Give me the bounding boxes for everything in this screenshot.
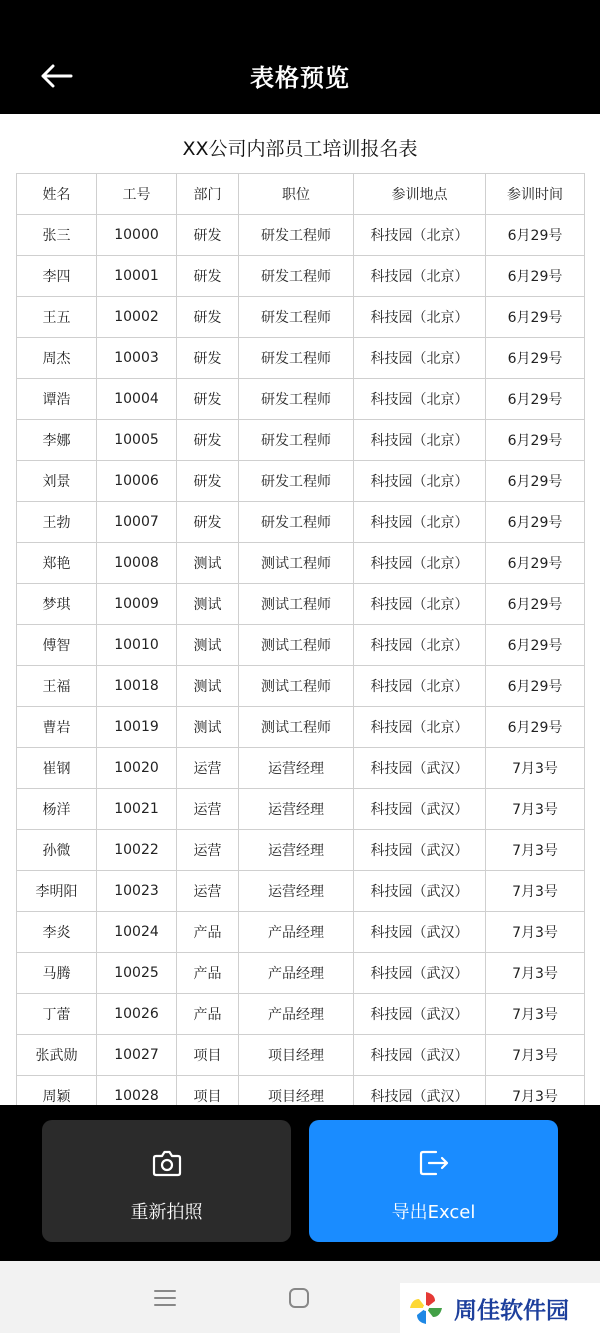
column-header-employee-id: 工号 xyxy=(97,174,177,215)
cell-name: 王福 xyxy=(17,666,97,707)
cell-department: 研发 xyxy=(177,461,239,502)
cell-department: 研发 xyxy=(177,379,239,420)
cell-training-location: 科技园（北京） xyxy=(354,625,486,666)
cell-position: 运营经理 xyxy=(239,830,354,871)
recent-apps-button[interactable] xyxy=(151,1284,179,1312)
cell-name: 王五 xyxy=(17,297,97,338)
table-row xyxy=(17,748,585,789)
cell-training-date: 6月29号 xyxy=(486,707,585,748)
cell-training-date: 6月29号 xyxy=(486,543,585,584)
cell-training-location: 科技园（武汉） xyxy=(354,912,486,953)
table-row xyxy=(17,379,585,420)
cell-position: 研发工程师 xyxy=(239,461,354,502)
cell-name: 李娜 xyxy=(17,420,97,461)
cell-name: 崔钢 xyxy=(17,748,97,789)
cell-training-date: 7月3号 xyxy=(486,1076,585,1106)
cell-training-location: 科技园（武汉） xyxy=(354,871,486,912)
cell-training-date: 6月29号 xyxy=(486,461,585,502)
cell-training-date: 6月29号 xyxy=(486,420,585,461)
cell-training-date: 7月3号 xyxy=(486,994,585,1035)
menu-icon xyxy=(153,1288,177,1308)
cell-department: 测试 xyxy=(177,666,239,707)
watermark xyxy=(400,1283,600,1333)
cell-position: 测试工程师 xyxy=(239,543,354,584)
table-row xyxy=(17,625,585,666)
cell-training-location: 科技园（北京） xyxy=(354,215,486,256)
cell-department: 测试 xyxy=(177,584,239,625)
cell-employee-id: 10001 xyxy=(97,256,177,297)
cell-employee-id: 10008 xyxy=(97,543,177,584)
cell-name: 梦琪 xyxy=(17,584,97,625)
cell-training-date: 6月29号 xyxy=(486,256,585,297)
cell-name: 谭浩 xyxy=(17,379,97,420)
cell-employee-id: 10022 xyxy=(97,830,177,871)
cell-name: 马腾 xyxy=(17,953,97,994)
cell-employee-id: 10009 xyxy=(97,584,177,625)
cell-training-location: 科技园（北京） xyxy=(354,502,486,543)
cell-position: 产品经理 xyxy=(239,994,354,1035)
cell-training-location: 科技园（武汉） xyxy=(354,1076,486,1106)
cell-training-location: 科技园（北京） xyxy=(354,707,486,748)
cell-department: 测试 xyxy=(177,543,239,584)
cell-name: 张武勋 xyxy=(17,1035,97,1076)
cell-name: 李四 xyxy=(17,256,97,297)
retake-photo-button[interactable] xyxy=(42,1120,291,1242)
table-row xyxy=(17,912,585,953)
table-row xyxy=(17,789,585,830)
table-row xyxy=(17,666,585,707)
camera-icon xyxy=(151,1148,183,1178)
cell-training-date: 6月29号 xyxy=(486,584,585,625)
cell-name: 李明阳 xyxy=(17,871,97,912)
column-header-training-date: 参训时间 xyxy=(486,174,585,215)
cell-position: 研发工程师 xyxy=(239,297,354,338)
cell-employee-id: 10007 xyxy=(97,502,177,543)
cell-name: 王勃 xyxy=(17,502,97,543)
cell-position: 研发工程师 xyxy=(239,215,354,256)
cell-position: 研发工程师 xyxy=(239,502,354,543)
cell-position: 产品经理 xyxy=(239,953,354,994)
cell-department: 产品 xyxy=(177,912,239,953)
cell-training-location: 科技园（武汉） xyxy=(354,748,486,789)
cell-position: 测试工程师 xyxy=(239,707,354,748)
cell-department: 测试 xyxy=(177,625,239,666)
registration-table xyxy=(16,173,585,1105)
table-row xyxy=(17,584,585,625)
cell-training-date: 6月29号 xyxy=(486,666,585,707)
cell-name: 张三 xyxy=(17,215,97,256)
cell-training-location: 科技园（北京） xyxy=(354,584,486,625)
cell-training-location: 科技园（武汉） xyxy=(354,953,486,994)
table-row xyxy=(17,1076,585,1106)
export-excel-label: 导出Excel xyxy=(391,1202,476,1223)
column-header-name: 姓名 xyxy=(17,174,97,215)
table-row xyxy=(17,502,585,543)
table-row xyxy=(17,830,585,871)
table-row xyxy=(17,1035,585,1076)
cell-department: 研发 xyxy=(177,502,239,543)
cell-position: 研发工程师 xyxy=(239,338,354,379)
cell-position: 项目经理 xyxy=(239,1076,354,1106)
cell-position: 测试工程师 xyxy=(239,666,354,707)
bottom-action-bar xyxy=(0,1105,600,1261)
table-row xyxy=(17,420,585,461)
cell-training-date: 7月3号 xyxy=(486,912,585,953)
table-row xyxy=(17,461,585,502)
table-preview-area[interactable] xyxy=(0,114,600,1105)
cell-training-date: 7月3号 xyxy=(486,789,585,830)
cell-training-date: 6月29号 xyxy=(486,379,585,420)
cell-employee-id: 10000 xyxy=(97,215,177,256)
cell-position: 研发工程师 xyxy=(239,256,354,297)
cell-employee-id: 10005 xyxy=(97,420,177,461)
cell-employee-id: 10028 xyxy=(97,1076,177,1106)
cell-training-date: 6月29号 xyxy=(486,338,585,379)
cell-employee-id: 10026 xyxy=(97,994,177,1035)
cell-training-location: 科技园（北京） xyxy=(354,461,486,502)
cell-name: 傅智 xyxy=(17,625,97,666)
cell-position: 运营经理 xyxy=(239,789,354,830)
table-row xyxy=(17,215,585,256)
cell-position: 测试工程师 xyxy=(239,625,354,666)
cell-employee-id: 10020 xyxy=(97,748,177,789)
cell-employee-id: 10019 xyxy=(97,707,177,748)
page-title: 表格预览 xyxy=(250,64,350,92)
cell-employee-id: 10018 xyxy=(97,666,177,707)
cell-position: 项目经理 xyxy=(239,1035,354,1076)
cell-position: 运营经理 xyxy=(239,871,354,912)
cell-employee-id: 10006 xyxy=(97,461,177,502)
column-header-position: 职位 xyxy=(239,174,354,215)
cell-employee-id: 10003 xyxy=(97,338,177,379)
cell-employee-id: 10027 xyxy=(97,1035,177,1076)
table-row xyxy=(17,297,585,338)
home-button[interactable] xyxy=(285,1284,313,1312)
cell-employee-id: 10025 xyxy=(97,953,177,994)
cell-department: 研发 xyxy=(177,297,239,338)
cell-name: 周杰 xyxy=(17,338,97,379)
table-title: XX公司内部员工培训报名表 xyxy=(182,138,418,160)
table-row xyxy=(17,994,585,1035)
cell-training-location: 科技园（武汉） xyxy=(354,994,486,1035)
cell-department: 项目 xyxy=(177,1076,239,1106)
cell-position: 测试工程师 xyxy=(239,584,354,625)
cell-training-location: 科技园（北京） xyxy=(354,543,486,584)
cell-training-date: 7月3号 xyxy=(486,953,585,994)
cell-training-location: 科技园（北京） xyxy=(354,256,486,297)
pinwheel-logo-icon xyxy=(406,1288,446,1328)
cell-employee-id: 10024 xyxy=(97,912,177,953)
retake-photo-label: 重新拍照 xyxy=(130,1202,203,1223)
cell-department: 研发 xyxy=(177,338,239,379)
cell-position: 研发工程师 xyxy=(239,379,354,420)
table-header-row xyxy=(17,174,585,215)
cell-name: 李炎 xyxy=(17,912,97,953)
cell-department: 产品 xyxy=(177,953,239,994)
export-excel-button[interactable] xyxy=(309,1120,558,1242)
cell-name: 丁蕾 xyxy=(17,994,97,1035)
cell-employee-id: 10021 xyxy=(97,789,177,830)
cell-training-location: 科技园（北京） xyxy=(354,420,486,461)
table-row xyxy=(17,871,585,912)
cell-employee-id: 10023 xyxy=(97,871,177,912)
cell-name: 郑艳 xyxy=(17,543,97,584)
cell-name: 曹岩 xyxy=(17,707,97,748)
cell-training-location: 科技园（武汉） xyxy=(354,1035,486,1076)
cell-department: 项目 xyxy=(177,1035,239,1076)
cell-training-date: 7月3号 xyxy=(486,748,585,789)
cell-training-location: 科技园（武汉） xyxy=(354,830,486,871)
cell-training-location: 科技园（北京） xyxy=(354,379,486,420)
cell-department: 运营 xyxy=(177,830,239,871)
export-icon xyxy=(417,1148,451,1178)
cell-position: 产品经理 xyxy=(239,912,354,953)
column-header-department: 部门 xyxy=(177,174,239,215)
watermark-text: 周佳软件园 xyxy=(454,1297,569,1324)
cell-employee-id: 10010 xyxy=(97,625,177,666)
cell-name: 周颖 xyxy=(17,1076,97,1106)
cell-training-date: 7月3号 xyxy=(486,830,585,871)
column-header-training-location: 参训地点 xyxy=(354,174,486,215)
cell-training-location: 科技园（武汉） xyxy=(354,789,486,830)
cell-training-date: 6月29号 xyxy=(486,297,585,338)
cell-training-date: 7月3号 xyxy=(486,1035,585,1076)
cell-department: 产品 xyxy=(177,994,239,1035)
cell-training-date: 7月3号 xyxy=(486,871,585,912)
cell-name: 刘景 xyxy=(17,461,97,502)
cell-position: 运营经理 xyxy=(239,748,354,789)
cell-training-location: 科技园（北京） xyxy=(354,297,486,338)
cell-department: 研发 xyxy=(177,420,239,461)
table-row xyxy=(17,256,585,297)
cell-name: 孙微 xyxy=(17,830,97,871)
cell-training-date: 6月29号 xyxy=(486,625,585,666)
cell-training-location: 科技园（北京） xyxy=(354,338,486,379)
cell-training-date: 6月29号 xyxy=(486,502,585,543)
table-row xyxy=(17,543,585,584)
cell-department: 运营 xyxy=(177,789,239,830)
cell-department: 运营 xyxy=(177,871,239,912)
home-icon xyxy=(288,1287,310,1309)
cell-position: 研发工程师 xyxy=(239,420,354,461)
cell-employee-id: 10004 xyxy=(97,379,177,420)
cell-training-date: 6月29号 xyxy=(486,215,585,256)
top-app-bar xyxy=(0,0,600,114)
cell-department: 研发 xyxy=(177,256,239,297)
table-row xyxy=(17,953,585,994)
cell-training-location: 科技园（北京） xyxy=(354,666,486,707)
cell-employee-id: 10002 xyxy=(97,297,177,338)
cell-name: 杨洋 xyxy=(17,789,97,830)
table-row xyxy=(17,707,585,748)
cell-department: 研发 xyxy=(177,215,239,256)
cell-department: 运营 xyxy=(177,748,239,789)
cell-department: 测试 xyxy=(177,707,239,748)
table-row xyxy=(17,338,585,379)
